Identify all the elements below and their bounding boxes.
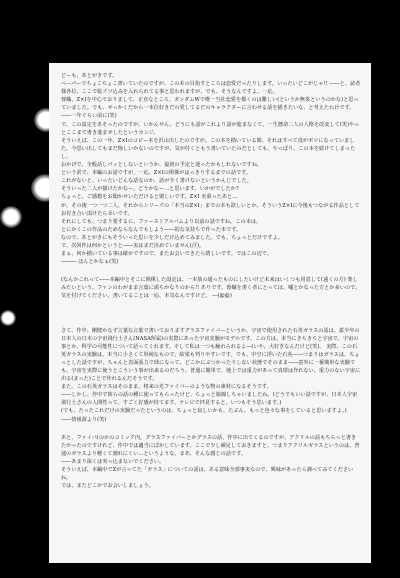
- afterword-paragraph: どーも、あとがきです。 ペーパーでちょこちょこ書いていたのですが、この本の目指すところは恋愛だったりします。いったいどこがじゃ!! ――と、読者様各位、ここで総ズツ込みを入れられてる事と思われますが、でも、そうなんですよ。一応。 蓉織、Z×Iを中心でおりまして、正直なところ、ガンダムWで唯一当社恋愛を描くのは難しい(というか無茶というのかな)と思っていました。でも、せっかくだから一本位好きだの愛してるだのキャラクターに言わせる話を描きたいな、と考えたわけです。 ――一年ぐらい前に(笑) で、この設定をあそったのですが、いかんせん、どうにも話がこれより話が進まなくて、一生懸命二人の人格を改変して(笑)やっとここまで書き進ませしたというカンジ。 そういえば、この一年、Z×Iのコピー本を沢山出したのですが、この本を描いている間、それはすべて没がボツになっていました。今思い出してもまだ悔しいかないのですが、気が付くともう書いていたのだとしても、やっぱり、この本を続けてしまったし、 おかげで、全般話しパッとしないというか、最初の予定と違ったかもしれないですね。 という訳で、本編のお話ですが、一応、Z×Iの関係がはっきりするまでの話です。 これがないと、いったいどんな話なのか、話が全く書けないというかんじでした。 そういった二人が描けたかなー、どうかなー…と思います。いかがでしたか? ちょっと、ご感想をお聞かせいただけると嬉しいです。Z×I 名乗ったあと… が、その後一つ一つ二人、それからシリーズの「本当のZ×I」までの本も欲しいとか、そういうZ×Iに今後もつながる作品としてお付き合い頂けたら幸いです。 それにしても、つまり要するに、ファーストアルバムより以前の話ですね。この本は。 とにかくこの作品のためならなんでもしよう――的な気持ちで作った本です。 なので、あとがきにもそういった思いを少しだけ込めてみました。でも、ちょっとだけですよ。 で、次回作は何かというと――実はまだ決めていません(汗)。 まぁ、何か描いている事は確かですので、またお会いできたら嬉しいです。ではこの辺で。 ――― ほんとかなぁ(笑): [61, 73, 361, 266]
- light-spot: [0, 310, 16, 326]
- note-paragraph: (なんかこれって――本編中とそこに関係した設定は、一本筋の通ったものにしたいけど未来はいくつも用意して(遠くの方) 楽しみたいという、ファンのわがまま言葉に満ちかなりのから!! ありです。蓉織を書く者にとっては、嘘とかなった方とか多いので、気を付けてください。書いてることは一応、本気なんですけど。 ―(@@): [61, 277, 361, 300]
- light-spot: [0, 206, 22, 228]
- glass-fiber-paragraph: さて、作中、剛健かなず言葉な言葉で書いておりますグラスファイバーというか、宇宙で使用された石英ガラスの話は、蓋少年の日本人の日本の宇宙飛行士さん(NASA所属)の実際にあった宇宙実験がモデルです。この方は、本当にきちきちと宇宙で、宇宙の事とか、科学の可能性について語ってくれます。そして私は一つも触れられるよ―(いや、大好きなんだけど(笑)。 実際、この石英ガラスの実験は、本当に小さくて単純なもので、結果も判りやすいです。でも、中空に浮いた石英――つまりはガラスは、ちょっとした話ですが、ちゃんと表面張力で球になって、どこかにぶつかったりしない状態でそのまま――意外に一番簡単な実験でも、宇宙を実際に使うとこういう事が出来るのだろう。普通に簡単で、地上では重力があって真球は作れない、重力のない宇宙に出る(まった)ことで作れるんだそうです。 また、この石英ガラスはそのまま、将来の光ファイバーのような物の素材になるそうです。 ――しかし、作中で彼らの話の種に使ってもらったけど、ちょっと脱線しちゃいましたね。(どうでもいい話ですが、日本人宇宙飛行士さんの人間性って、すごく好感が持てます。テレビで拝見すると、いつもそう思います。) (でも、たったこれだけの実験だったというのは、ちょっと寂しいかも。たぶん、もっと色々な事をしていると思いますよ。) ――情報源より(笑): [61, 327, 361, 423]
- acrylic-paragraph: あと、ファイバ(のかのコミック内。グラスファイバーとかグラスの話、作中に出てくるのですが、アクリルの話もちらっと書きたかったのですけれど、作中では適当にぼかしています。ここで少し補足しておきますと、つまりアクリルガラスというのは、普通のガラスより軽くて割れにくい…というような、まあ、そんな感じの話です。 ――あまり深くは突っ込まないでください。 そういえば、本編中でZが言ってた「ガラス」についての話は、ある意味全部事実なので、興味があったら調べてみてくださいね。 では、またどこかでお会いしましょう。: [61, 434, 360, 490]
- document-page: [49, 63, 371, 563]
